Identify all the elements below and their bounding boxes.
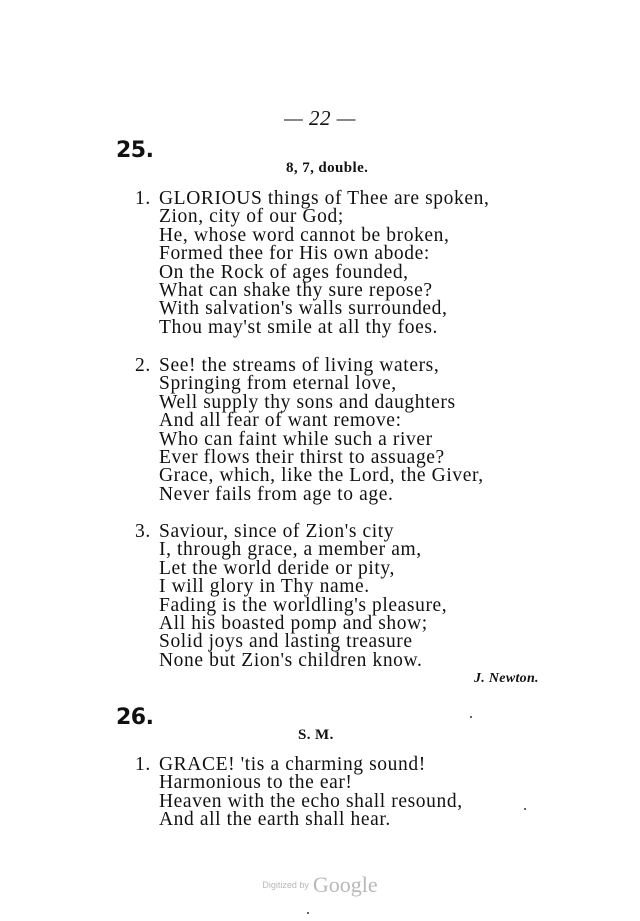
- verse-line: Fading is the worldling's pleasure,: [159, 594, 448, 616]
- verse-line: I will glory in Thy name.: [159, 576, 370, 598]
- verse-2: [135, 357, 484, 504]
- google-logo: Google: [312, 872, 378, 897]
- verse-line: None but Zion's children know.: [159, 649, 423, 671]
- hymn-number: 25.: [116, 138, 154, 163]
- digitized-watermark: [0, 872, 640, 898]
- verse-line: Well supply thy sons and daughters: [159, 391, 456, 413]
- verse-line: With salvation's walls surrounded,: [159, 298, 448, 320]
- verse-1: [135, 190, 489, 337]
- verse-line: And all the earth shall hear.: [159, 809, 391, 831]
- ink-speck: [524, 808, 526, 810]
- ink-speck: [470, 716, 472, 718]
- verse-line: Thou may'st smile at all thy foes.: [159, 316, 438, 338]
- verse-line: Solid joys and lasting treasure: [159, 631, 413, 653]
- verse-line: Formed thee for His own abode:: [159, 243, 430, 265]
- verse-3: [135, 523, 447, 670]
- verse-number: 1.: [135, 188, 151, 209]
- verse-line: I, through grace, a member am,: [159, 539, 422, 561]
- verse-number: 3.: [135, 521, 151, 542]
- verse-line: 1. GRACE! 'tis a charming sound!: [135, 754, 426, 775]
- verse-line: 3. Saviour, since of Zion's city: [135, 521, 395, 542]
- digitized-prefix: Digitized by: [262, 880, 309, 890]
- verse-line: He, whose word cannot be broken,: [159, 224, 450, 246]
- verse-line: And all fear of want remove:: [159, 410, 402, 432]
- verse-line: Springing from eternal love,: [159, 373, 397, 395]
- verse-line: 1. GLORIOUS things of Thee are spoken,: [135, 188, 490, 209]
- verse-line: What can shake thy sure repose?: [159, 280, 433, 302]
- hymn-author: J. Newton.: [474, 671, 539, 686]
- verse-1: [135, 756, 463, 830]
- ink-speck: [307, 912, 309, 914]
- verse-line: 2. See! the streams of living waters,: [135, 355, 440, 376]
- verse-line: On the Rock of ages founded,: [159, 261, 409, 283]
- verse-line: Who can faint while such a river: [159, 428, 433, 450]
- verse-line: Heaven with the echo shall resound,: [159, 790, 463, 812]
- page-number: — 22 —: [284, 106, 356, 130]
- verse-line: Let the world deride or pity,: [159, 557, 395, 579]
- verse-line: Never fails from age to age.: [159, 483, 394, 505]
- verse-number: 1.: [135, 754, 151, 775]
- hymn-meter: 8, 7, double.: [286, 160, 369, 176]
- verse-line: Zion, city of our God;: [159, 206, 344, 228]
- hymn-meter: S. M.: [298, 727, 334, 743]
- verse-line: All his boasted pomp and show;: [159, 613, 428, 635]
- hymn-number: 26.: [116, 705, 154, 730]
- verse-line: Harmonious to the ear!: [159, 772, 353, 794]
- verse-number: 2.: [135, 355, 151, 376]
- verse-line: Ever flows their thirst to assuage?: [159, 447, 445, 469]
- verse-line: Grace, which, like the Lord, the Giver,: [159, 465, 484, 487]
